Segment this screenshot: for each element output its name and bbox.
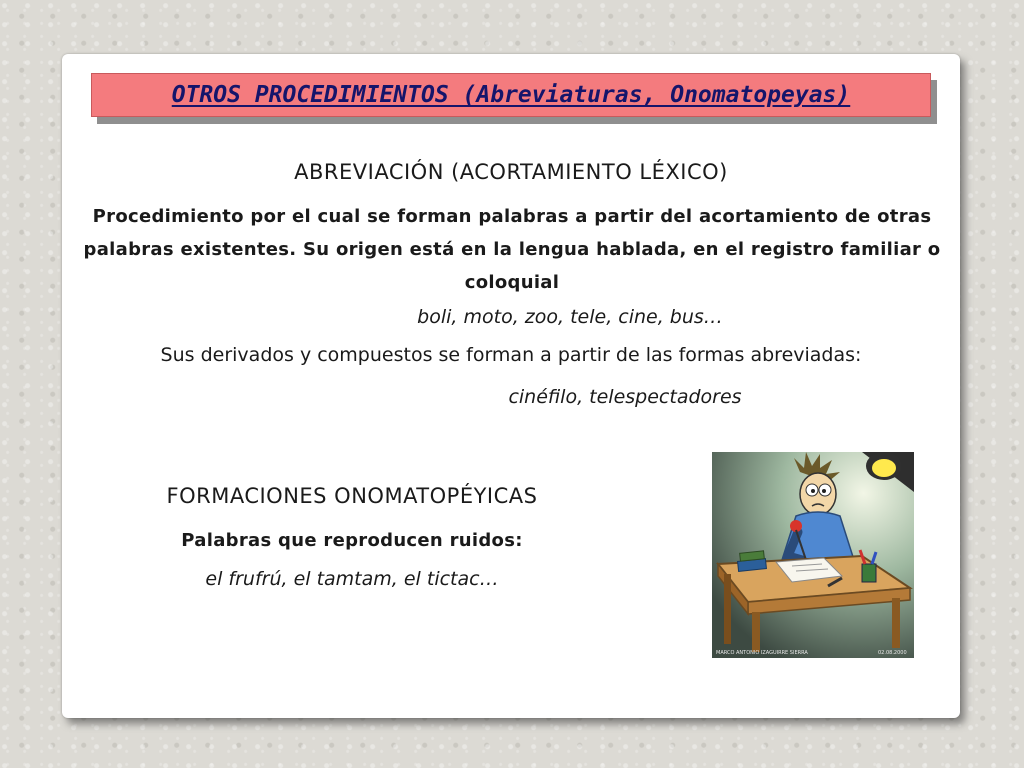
student-desk-illustration — [712, 452, 914, 658]
abbreviation-heading: ABREVIACIÓN (ACORTAMIENTO LÉXICO) — [294, 160, 728, 184]
abbreviation-examples: boli, moto, zoo, tele, cine, bus… — [417, 306, 723, 328]
onomatopoeia-definition: Palabras que reproducen ruidos: — [181, 530, 523, 551]
illustration-date: 02.08.2000 — [878, 650, 907, 656]
illustration-image — [712, 452, 914, 658]
abbreviation-definition: Procedimiento por el cual se forman palabras a partir del acortamiento de otras palabras existentes. Su origen está en la lengua hablada, en el registro familiar o coloquial — [83, 206, 941, 293]
slide-title: OTROS PROCEDIMIENTOS (Abreviaturas, Onomatopeyas) — [171, 82, 851, 108]
title-banner — [91, 73, 931, 117]
onomatopoeia-heading: FORMACIONES ONOMATOPÉYICAS — [166, 484, 538, 508]
derivatives-examples: cinéfilo, telespectadores — [508, 386, 742, 408]
illustration-signature: MARCO ANTONIO IZAGUIRRE SIERRA — [716, 650, 808, 656]
onomatopoeia-examples: el frufrú, el tamtam, el tictac… — [205, 568, 499, 590]
derivatives-text: Sus derivados y compuestos se forman a partir de las formas abreviadas: — [160, 344, 862, 366]
